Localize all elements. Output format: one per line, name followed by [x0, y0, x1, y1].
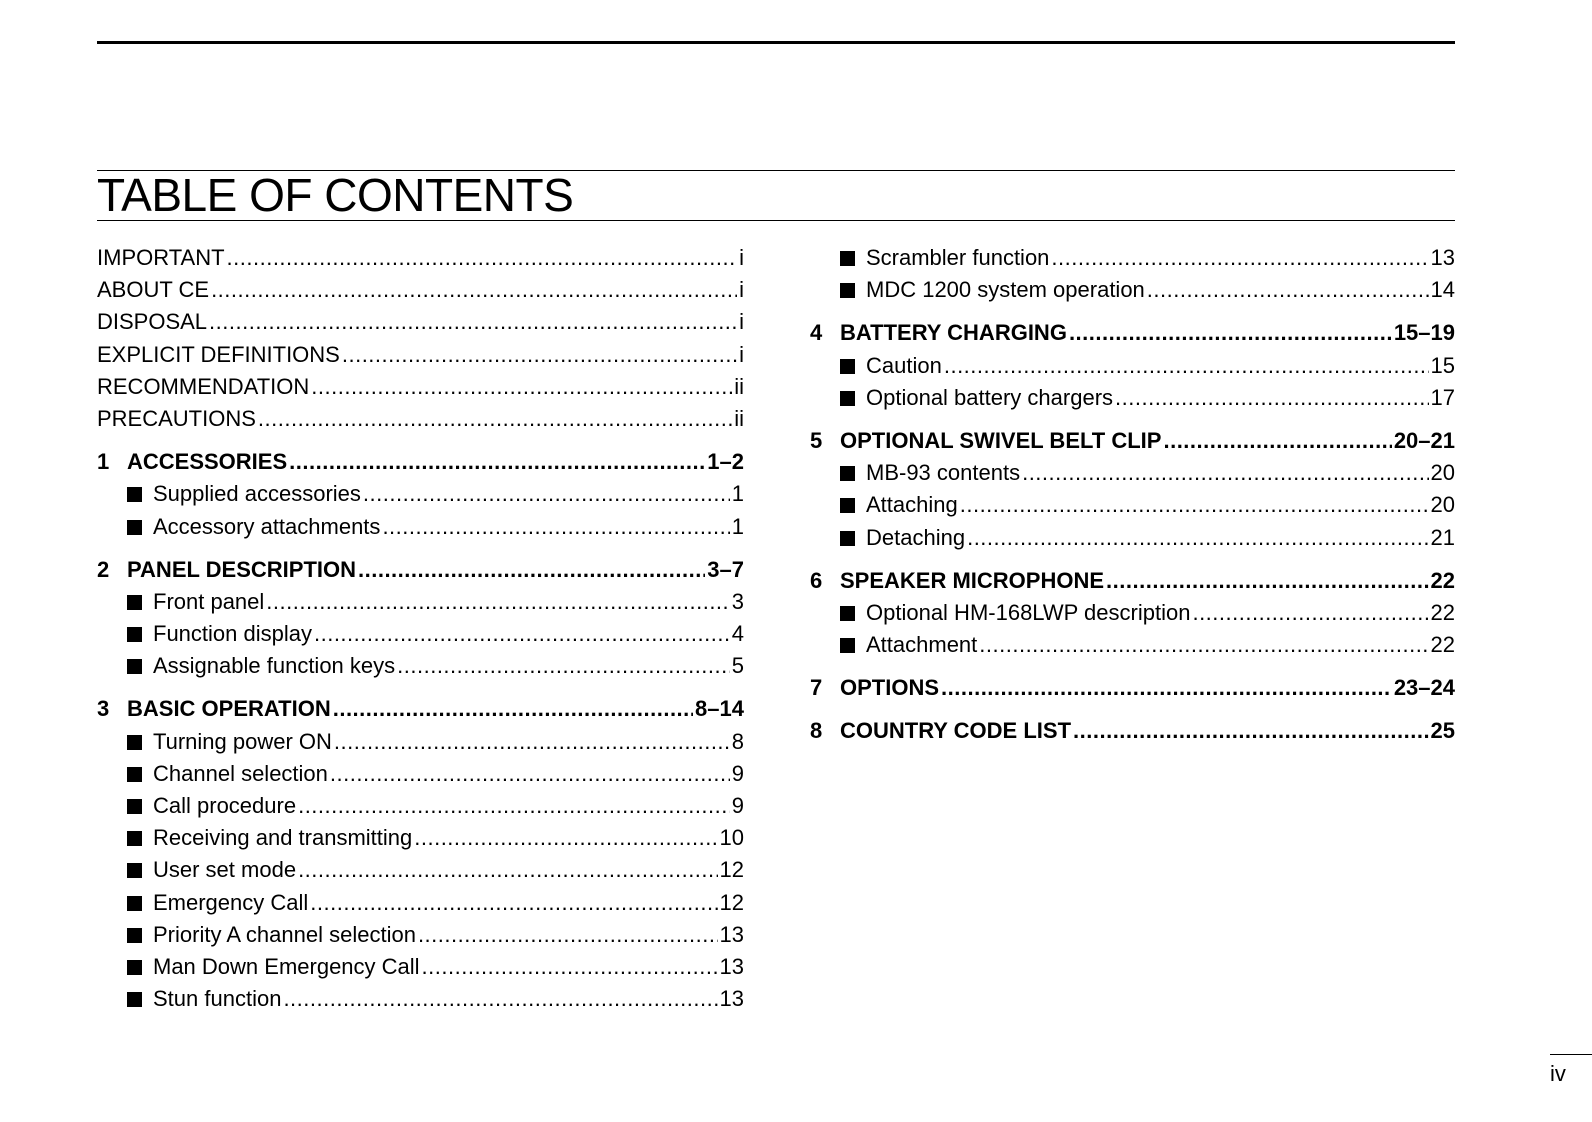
- toc-section-country-code-list[interactable]: [810, 715, 1455, 747]
- toc-entry-about-ce[interactable]: [97, 274, 744, 306]
- subentry-page: 12: [719, 889, 744, 915]
- toc-subentry[interactable]: [810, 382, 1455, 414]
- subentry-page: 13: [719, 953, 744, 979]
- toc-entry-disposal[interactable]: [97, 306, 744, 338]
- square-bullet-icon: [840, 606, 855, 621]
- toc-subentry[interactable]: [97, 822, 744, 854]
- toc-subentry[interactable]: [97, 919, 744, 951]
- toc-subentry[interactable]: [97, 726, 744, 758]
- toc-entry-recommendation[interactable]: [97, 371, 744, 403]
- subentry-page: 17: [1430, 384, 1455, 410]
- subentry-page: 10: [719, 825, 744, 851]
- page-title: TABLE OF CONTENTS: [97, 169, 574, 221]
- subentry-page: 1: [731, 481, 744, 507]
- toc-section-accessories[interactable]: [97, 446, 744, 478]
- subentry-label: User set mode: [153, 857, 297, 883]
- section-number: 3: [97, 696, 110, 722]
- subentry-page: 9: [731, 760, 744, 786]
- toc-subentry[interactable]: [97, 511, 744, 543]
- subentry-page: 4: [731, 621, 744, 647]
- subentry-page: 12: [719, 857, 744, 883]
- toc-section-panel-description[interactable]: [97, 554, 744, 586]
- subentry-label: Attachment: [866, 632, 978, 658]
- square-bullet-icon: [840, 466, 855, 481]
- square-bullet-icon: [127, 928, 142, 943]
- toc-subentry[interactable]: [97, 618, 744, 650]
- square-bullet-icon: [127, 487, 142, 502]
- square-bullet-icon: [127, 831, 142, 846]
- toc-subentry[interactable]: [97, 790, 744, 822]
- toc-subentry[interactable]: [97, 887, 744, 919]
- square-bullet-icon: [127, 767, 142, 782]
- toc-section-battery-charging[interactable]: [810, 317, 1455, 349]
- section-number: 2: [97, 556, 110, 582]
- toc-subentry[interactable]: [810, 489, 1455, 521]
- toc-subentry[interactable]: [97, 586, 744, 618]
- subentry-label: Function display: [153, 621, 312, 647]
- subentry-page: 9: [731, 793, 744, 818]
- toc-subentry[interactable]: [810, 597, 1455, 629]
- square-bullet-icon: [840, 251, 855, 266]
- section-number: 8: [810, 718, 823, 744]
- subentry-label: Call procedure: [153, 793, 297, 818]
- toc-subentry[interactable]: [97, 650, 744, 682]
- section-title: OPTIONAL SWIVEL BELT CLIP: [840, 427, 1162, 453]
- subentry-page: 3: [731, 588, 744, 614]
- page-number: iv: [1550, 1061, 1566, 1086]
- toc-entry-label: ABOUT CE: [97, 277, 210, 303]
- subentry-label: Priority A channel selection: [153, 921, 416, 947]
- square-bullet-icon: [840, 283, 855, 298]
- section-pages: 15–19: [1393, 320, 1455, 346]
- toc-entry-page: i: [739, 309, 744, 335]
- toc-entry-important[interactable]: [97, 242, 744, 274]
- toc-section-optional-swivel-belt-clip[interactable]: [810, 425, 1455, 457]
- section-number: 5: [810, 427, 823, 453]
- subentry-label: MB-93 contents: [866, 460, 1021, 486]
- toc-subentry[interactable]: [97, 758, 744, 790]
- subentry-page: 5: [731, 653, 744, 679]
- subentry-label: Optional battery chargers: [866, 384, 1114, 410]
- section-number: 1: [97, 449, 110, 475]
- toc-entry-page: i: [739, 277, 744, 303]
- subentry-page: 22: [1430, 599, 1455, 625]
- subentry-page: 22: [1430, 632, 1455, 658]
- toc-subentry[interactable]: [97, 854, 744, 886]
- square-bullet-icon: [127, 960, 142, 975]
- subentry-label: Supplied accessories: [153, 481, 361, 507]
- toc-section-options[interactable]: [810, 672, 1455, 704]
- subentry-label: Front panel: [153, 588, 265, 614]
- section-title: BASIC OPERATION: [127, 696, 331, 722]
- section-title: OPTIONS: [840, 675, 940, 701]
- subentry-label: Channel selection: [153, 760, 328, 786]
- square-bullet-icon: [127, 520, 142, 535]
- toc-subentry[interactable]: [97, 478, 744, 510]
- square-bullet-icon: [127, 863, 142, 878]
- subentry-label: Scrambler function: [866, 245, 1050, 270]
- square-bullet-icon: [840, 531, 855, 546]
- subentry-label: Receiving and transmitting: [153, 825, 413, 851]
- subentry-page: 14: [1430, 277, 1455, 303]
- square-bullet-icon: [127, 896, 142, 911]
- section-pages: 23–24: [1393, 675, 1455, 701]
- toc-entry-page: ii: [734, 405, 744, 431]
- subentry-page: 13: [1430, 245, 1455, 270]
- toc-subentry[interactable]: [810, 522, 1455, 554]
- square-bullet-icon: [127, 735, 142, 750]
- square-bullet-icon: [840, 498, 855, 513]
- section-title: PANEL DESCRIPTION: [127, 556, 356, 582]
- square-bullet-icon: [840, 638, 855, 653]
- toc-entry-explicit-definitions[interactable]: [97, 339, 744, 371]
- toc-entry-label: DISPOSAL: [97, 309, 208, 335]
- subentry-page: 13: [719, 921, 744, 947]
- subentry-label: Turning power ON: [153, 728, 332, 754]
- toc-subentry[interactable]: [97, 951, 744, 983]
- section-number: 7: [810, 675, 823, 701]
- title-rule-bottom: [97, 220, 1455, 221]
- subentry-label: MDC 1200 system operation: [866, 277, 1145, 303]
- section-number: 4: [810, 320, 823, 346]
- subentry-label: Assignable function keys: [153, 653, 396, 679]
- toc-section-basic-operation[interactable]: [97, 693, 744, 725]
- toc-subentry[interactable]: [810, 629, 1455, 661]
- section-title: ACCESSORIES: [127, 449, 288, 475]
- toc-subentry[interactable]: [97, 983, 744, 1015]
- toc-entry-page: i: [739, 245, 744, 270]
- subentry-page: 21: [1430, 524, 1455, 550]
- subentry-page: 20: [1430, 460, 1455, 486]
- toc-entry-label: RECOMMENDATION: [97, 373, 310, 399]
- toc-entry-precautions[interactable]: [97, 403, 744, 435]
- square-bullet-icon: [127, 659, 142, 674]
- toc-section-speaker-microphone[interactable]: [810, 565, 1455, 597]
- toc-subentry[interactable]: [810, 350, 1455, 382]
- toc-entry-label: EXPLICIT DEFINITIONS: [97, 341, 340, 367]
- subentry-label: Attaching: [866, 492, 958, 518]
- section-pages: 22: [1430, 567, 1455, 593]
- subentry-page: 13: [719, 986, 744, 1012]
- square-bullet-icon: [840, 359, 855, 374]
- subentry-page: 1: [731, 513, 744, 539]
- section-pages: 1–2: [707, 449, 744, 475]
- toc-subentry[interactable]: [810, 274, 1455, 306]
- subentry-label: Optional HM-168LWP description: [866, 599, 1191, 625]
- subentry-label: Caution: [866, 352, 942, 378]
- subentry-page: 8: [731, 728, 744, 754]
- subentry-label: Emergency Call: [153, 889, 309, 915]
- square-bullet-icon: [840, 391, 855, 406]
- section-number: 6: [810, 567, 823, 593]
- subentry-label: Man Down Emergency Call: [153, 953, 420, 979]
- section-pages: 3–7: [707, 556, 744, 582]
- toc-left-column: [97, 242, 744, 1015]
- subentry-label: Accessory attachments: [153, 513, 381, 539]
- square-bullet-icon: [127, 992, 142, 1007]
- toc-right-column: [810, 242, 1455, 748]
- subentry-label: Stun function: [153, 986, 282, 1012]
- toc-subentry[interactable]: [810, 242, 1455, 274]
- toc-entry-page: ii: [734, 373, 744, 399]
- square-bullet-icon: [127, 799, 142, 814]
- subentry-page: 20: [1430, 492, 1455, 518]
- toc-entry-label: IMPORTANT: [97, 245, 225, 270]
- subentry-page: 15: [1430, 352, 1455, 378]
- header-rule: [97, 41, 1455, 44]
- page-number-rule: [1550, 1054, 1592, 1055]
- toc-subentry[interactable]: [810, 457, 1455, 489]
- toc-entry-page: i: [739, 341, 744, 367]
- square-bullet-icon: [127, 595, 142, 610]
- square-bullet-icon: [127, 627, 142, 642]
- section-pages: 25: [1430, 718, 1455, 744]
- section-title: COUNTRY CODE LIST: [840, 718, 1072, 744]
- section-title: BATTERY CHARGING: [840, 320, 1067, 346]
- section-title: SPEAKER MICROPHONE: [840, 567, 1105, 593]
- subentry-label: Detaching: [866, 524, 966, 550]
- section-pages: 20–21: [1393, 427, 1455, 453]
- toc-entry-label: PRECAUTIONS: [97, 405, 256, 431]
- section-pages: 8–14: [695, 696, 744, 722]
